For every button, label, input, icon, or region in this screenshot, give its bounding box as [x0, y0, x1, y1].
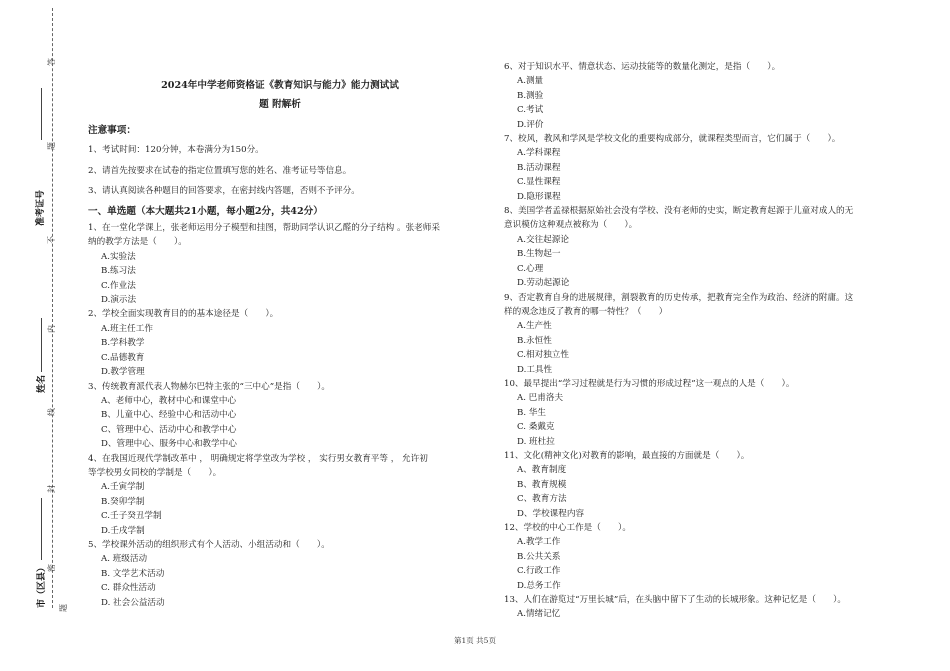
question-block [88, 221, 476, 307]
question-block [504, 593, 906, 622]
answer-option: A.测量 [517, 76, 544, 87]
question-text: 样的观念违反了教育的哪一特性？（ ） [504, 306, 668, 317]
answer-option: C.考试 [517, 105, 544, 116]
answer-option: C.相对独立性 [517, 350, 569, 361]
notice-item: 3、请认真阅读各种题目的回答要求，在密封线内答题，否则不予评分。 [88, 186, 360, 197]
answer-option: D.壬戌学制 [101, 525, 145, 536]
question-text: 5、学校课外活动的组织形式有个人活动、小组活动和（ ）。 [88, 539, 330, 550]
margin-mark-bottom: 题 [59, 604, 68, 612]
answer-option: B、教育规模 [517, 479, 567, 490]
answer-option: D、学校课程内容 [517, 508, 585, 519]
question-block [504, 449, 906, 521]
question-block [504, 204, 906, 290]
exam-id-label: 准考证号 [36, 189, 46, 226]
question-block [88, 538, 476, 610]
margin-mark-mi: 密 [47, 564, 56, 572]
answer-option: A.教学工作 [517, 537, 561, 548]
answer-option: B.生物起一 [517, 249, 561, 260]
answer-option: C. 群众性活动 [101, 583, 156, 594]
answer-option: C.行政工作 [517, 566, 561, 577]
answer-option: B.癸卯学制 [101, 496, 145, 507]
answer-option: C.作业法 [101, 280, 136, 291]
answer-option: A.交往起源论 [517, 234, 569, 245]
answer-option: B.学科教学 [101, 338, 145, 349]
question-block [504, 291, 906, 377]
notice-heading: 注意事项： [88, 125, 136, 136]
doc-title [110, 76, 450, 114]
answer-option: B.永恒性 [517, 335, 552, 346]
left-question-list [88, 221, 476, 610]
question-text: 等学校男女同校的学制是（ ）。 [88, 467, 222, 478]
answer-option: C.壬子癸丑学制 [101, 511, 162, 522]
answer-option: A. 班级活动 [101, 554, 148, 565]
answer-option: C. 桑戴克 [517, 422, 555, 433]
left-column [88, 76, 476, 610]
question-text: 7、校风，教风和学风是学校文化的重要构成部分，就课程类型而言，它们属于（ ）。 [504, 134, 841, 145]
answer-option: A. 巴甫洛夫 [517, 393, 564, 404]
question-text: 9、否定教育自身的进展规律，割裂教育的历史传承，把教育完全作为政治、经济的附庸。这 [504, 292, 854, 303]
notice-item: 1、考试时间：120分钟，本卷满分为150分。 [88, 145, 264, 156]
page-footer: 第1页 共5页 [454, 636, 496, 645]
answer-option: B.测验 [517, 90, 544, 101]
right-question-list [504, 60, 906, 622]
answer-option: D、管理中心、服务中心和教学中心 [101, 439, 237, 450]
answer-option: A.情绪记忆 [517, 609, 561, 620]
answer-option: B.活动课程 [517, 162, 561, 173]
answer-option: A、教育制度 [517, 465, 567, 476]
binding-margin [0, 0, 70, 671]
margin-mark-ti: 题 [47, 142, 56, 150]
answer-option: B.公共关系 [517, 551, 561, 562]
question-text: 11、文化(精神文化)对教育的影响，最直接的方面就是（ ）。 [504, 450, 750, 461]
answer-option: C.显性课程 [517, 177, 561, 188]
doc-title-line-2: 题 附解析 [259, 99, 301, 110]
margin-mark-da: 答 [47, 58, 56, 66]
question-block [504, 60, 906, 132]
answer-option: B. 华生 [517, 407, 546, 418]
margin-mark-xian: 线 [47, 408, 56, 416]
question-text: 1、在一堂化学课上，张老师运用分子模型和挂图，帮助同学认识乙醛的分子结构 。张老师采 [88, 223, 440, 234]
question-text: 2、学校全面实现教育目的的基本途径是（ ）。 [88, 309, 279, 320]
name-underline [41, 318, 42, 372]
district-label: 市（区县） [37, 562, 47, 608]
question-block [88, 307, 476, 379]
answer-option: C、管理中心、活动中心和教学中心 [101, 424, 237, 435]
question-text: 12、学校的中心工作是（ ）。 [504, 523, 631, 533]
question-block [504, 521, 906, 593]
district-underline [41, 498, 42, 560]
seal-dashed-line [52, 8, 53, 608]
name-label: 姓名 [37, 374, 47, 393]
margin-mark-bu: 不 [47, 236, 56, 244]
question-text: 意识模仿这种观点被称为（ ）。 [504, 220, 638, 231]
answer-option: D.隐形课程 [517, 191, 561, 202]
right-column [504, 60, 906, 622]
answer-option: A.壬寅学制 [101, 482, 145, 493]
margin-mark-feng: 封 [47, 485, 56, 493]
answer-option: D.演示法 [101, 295, 137, 306]
answer-option: C、教育方法 [517, 494, 567, 505]
question-text: 3、传统教育派代表人物赫尔巴特主张的“三中心”是指（ ）。 [88, 381, 330, 392]
answer-option: C.心理 [517, 263, 544, 274]
answer-option: C.品德教育 [101, 352, 145, 363]
answer-option: B. 文学艺术活动 [101, 568, 165, 579]
question-text: 8、美国学者孟禄根据原始社会没有学校、没有老师的史实，断定教育起源于儿童对成人的无 [504, 206, 854, 217]
exam-id-underline [41, 88, 42, 140]
answer-option: D.劳动起源论 [517, 278, 570, 289]
answer-option: A、老师中心，教材中心和课堂中心 [101, 395, 237, 406]
section-heading: 一、单选题（本大题共21小题，每小题2分，共42分） [88, 205, 323, 217]
answer-option: A.实验法 [101, 251, 136, 262]
answer-option: A.班主任工作 [101, 323, 153, 334]
answer-option: A.学科课程 [517, 148, 561, 159]
answer-option: D. 班杜拉 [517, 436, 555, 447]
answer-option: B.练习法 [101, 266, 136, 277]
answer-option: D.教学管理 [101, 367, 145, 378]
answer-option: D.评价 [517, 119, 544, 130]
question-block [88, 380, 476, 452]
question-text: 4、在我国近现代学制改革中 ， 明确规定将学堂改为学校 ， 实行男女教育平等 ， 允许初 [88, 453, 428, 464]
question-text: 纳的教学方法是（ ）。 [88, 237, 187, 248]
answer-option: B、儿童中心、经验中心和活动中心 [101, 410, 237, 421]
answer-option: A.生产性 [517, 321, 552, 332]
answer-option: D. 社会公益活动 [101, 597, 165, 608]
answer-option: D.工具性 [517, 364, 553, 375]
question-block [88, 452, 476, 538]
question-text: 6、对于知识水平、情意状态、运动技能等的数量化测定，是指（ ）。 [504, 62, 781, 72]
question-text: 13、人们在游览过“万里长城”后，在头脑中留下了生动的长城形象。这种记忆是（ ）。 [504, 595, 846, 606]
question-block [504, 377, 906, 449]
question-block [504, 132, 906, 204]
margin-mark-nei: 内 [47, 325, 56, 333]
question-text: 10、最早提出“学习过程就是行为习惯的形成过程”这一观点的人是（ ）。 [504, 378, 795, 389]
notice-item: 2、请首先按要求在试卷的指定位置填写您的姓名、准考证号等信息。 [88, 165, 352, 176]
answer-option: D.总务工作 [517, 580, 561, 591]
doc-title-line-1: 2024年中学老师资格证《教育知识与能力》能力测试试 [161, 80, 399, 91]
